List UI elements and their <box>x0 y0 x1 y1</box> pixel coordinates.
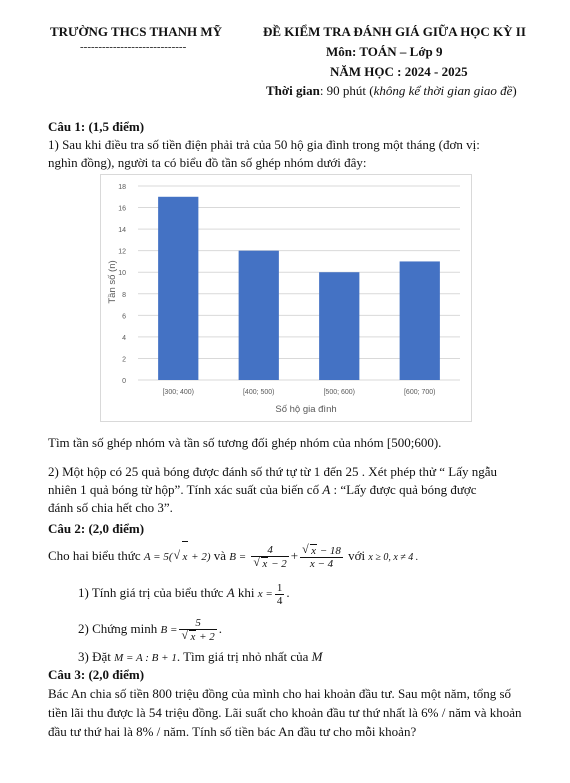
q2-s3-expr: M = A : B + 1 <box>114 652 177 664</box>
y-tick-label: 18 <box>118 184 126 191</box>
x-tick-label: [500; 600) <box>323 389 356 396</box>
q1-ask-text: Tìm tần số ghép nhóm và tần số tương đối ghép nhóm của nhóm <box>48 435 384 450</box>
q1-p2-line2b: : “Lấy được quả bóng được <box>333 482 477 497</box>
q1-p2-event: A <box>322 482 331 497</box>
q2-s2-end: . <box>218 621 223 636</box>
q1-ask <box>48 435 441 451</box>
exam-subject: Môn: TOÁN – Lớp 9 <box>326 44 443 59</box>
q2-intro: Cho hai biểu thức A = 5(√ x + 2) và B = 4 √ x − 2 + √ $\frac{x - 18}{x - 4}$ với x ≥ 0, x ≠ 4 . <box>48 541 418 573</box>
y-tick-label: 8 <box>122 291 126 299</box>
school-name: TRƯỜNG THCS THANH MỸ <box>50 24 223 39</box>
q2-s1-num: 1 <box>276 581 283 594</box>
q1-title: Câu 1: (1,5 điểm) <box>48 119 145 134</box>
q2-s1-den: 4 <box>276 594 283 607</box>
chart-y-axis-label: Tần số (n) <box>107 260 118 304</box>
q2-s3-text: 3) Đặt <box>78 649 111 664</box>
q2-s2-B: B = <box>160 624 178 636</box>
q2-s1-x: x = <box>257 588 273 600</box>
x-tick-label: [300; 400) <box>162 389 195 396</box>
q2-A-sqrt: √ x <box>182 541 189 572</box>
q1-p2-line2 <box>48 482 477 498</box>
q2-and: và <box>213 548 227 563</box>
y-tick-label: 16 <box>118 205 126 213</box>
bar <box>158 197 198 380</box>
q2-s2-den: √ x + 2 <box>179 630 216 643</box>
y-tick-label: 14 <box>118 227 126 235</box>
q2-condition: x ≥ 0, x ≠ 4 . <box>368 552 419 563</box>
bar <box>400 261 440 380</box>
q3-line1: Bác An chia số tiền 800 triệu đồng của mình cho hai khoản đầu tư. Sau một năm, tổng số <box>48 686 512 701</box>
q2-frac1-den: √ x − 2 <box>251 557 288 570</box>
q1-ask-group: [500;600) <box>386 435 439 450</box>
q2-s2-frac <box>179 617 216 643</box>
time-close: ) <box>512 83 517 98</box>
q2-s2-num: 5 <box>179 617 216 630</box>
q1-p2-line3: đánh số chia hết cho 3”. <box>48 500 173 515</box>
q1-ask-end: . <box>438 435 442 450</box>
q2-frac1-num: 4 <box>251 544 288 557</box>
q2-title: Câu 2: (2,0 điểm) <box>48 521 145 536</box>
y-tick-label: 12 <box>118 248 126 256</box>
q2-s1-end: . <box>286 585 290 600</box>
q2-A-label: A = 5 <box>143 551 169 563</box>
x-tick-label: [600; 700) <box>403 389 436 396</box>
time-value: : 90 phút ( <box>319 83 374 98</box>
q1-p2-line2-text: nhiên 1 quả bóng từ hộp”. Tính xác suất của biến cố <box>48 482 320 497</box>
header-dashes: ----------------------------- <box>80 41 187 53</box>
q2-B-frac2 <box>300 544 343 570</box>
q2-s1 <box>78 580 290 607</box>
q2-s3 <box>78 649 322 665</box>
q2-s3-var: M <box>311 649 323 664</box>
q1-p1-line1: 1) Sau khi điều tra số tiền điện phải trả của 50 hộ gia đình trong một tháng (đơn vị: <box>48 137 480 152</box>
q1-p2-line1: 2) Một hộp có 25 quả bóng được đánh số thứ tự từ 1 đến 25 . Xét phép thử “ Lấy ngẫu <box>48 464 498 479</box>
y-tick-label: 10 <box>118 270 126 278</box>
q2-cond-prefix: với <box>348 548 366 563</box>
chart-x-axis-label: Số hộ gia đình <box>275 404 337 415</box>
y-tick-label: 6 <box>122 313 126 321</box>
q2-frac2-den: x − 4 <box>309 558 334 571</box>
q2-s2 <box>78 614 222 645</box>
q3-line2: tiền lãi thu được là 54 triệu đồng. Lãi suất cho khoản đầu tư thứ nhất là 6% / năm và khoản <box>48 705 522 720</box>
q2-s3-rest: . Tìm giá trị nhỏ nhất của <box>176 649 309 664</box>
q2-s2-text: 2) Chứng minh <box>78 621 158 636</box>
q2-B-frac1 <box>251 544 288 570</box>
q2-intro-text: Cho hai biểu thức <box>48 548 141 563</box>
y-tick-label: 2 <box>122 356 126 364</box>
y-tick-label: 4 <box>122 334 126 342</box>
q1-p1-line2: nghìn đồng), người ta có biểu đồ tần số ghép nhóm dưới đây: <box>48 155 367 170</box>
q2-s1-when: khi <box>237 585 255 600</box>
q2-s1-text: 1) Tính giá trị của biểu thức <box>78 585 224 600</box>
q2-A-def: A = 5(√ x + 2) <box>144 551 211 563</box>
q2-B-label: B = <box>229 551 247 563</box>
time-note: không kể thời gian giao đề <box>373 83 513 98</box>
exam-time <box>266 83 517 99</box>
bar <box>319 272 359 380</box>
exam-title: ĐỀ KIỂM TRA ĐÁNH GIÁ GIỮA HỌC KỲ II <box>263 24 526 39</box>
q2-s1-var: A <box>226 585 235 600</box>
x-tick-label: [400; 500) <box>242 389 275 396</box>
frequency-bar-chart <box>100 174 472 422</box>
bar <box>239 251 279 380</box>
q3-title: Câu 3: (2,0 điểm) <box>48 667 145 682</box>
q3-line3: đầu tư thứ hai là 8% / năm. Tính số tiền bác An đầu tư cho mỗi khoản? <box>48 724 417 739</box>
q2-s1-frac <box>275 582 285 607</box>
q2-frac2-num: √ x − 18 <box>300 544 343 558</box>
time-label: Thời gian <box>266 83 320 98</box>
y-tick-label: 0 <box>122 378 126 385</box>
school-year: NĂM HỌC : 2024 - 2025 <box>330 64 468 79</box>
